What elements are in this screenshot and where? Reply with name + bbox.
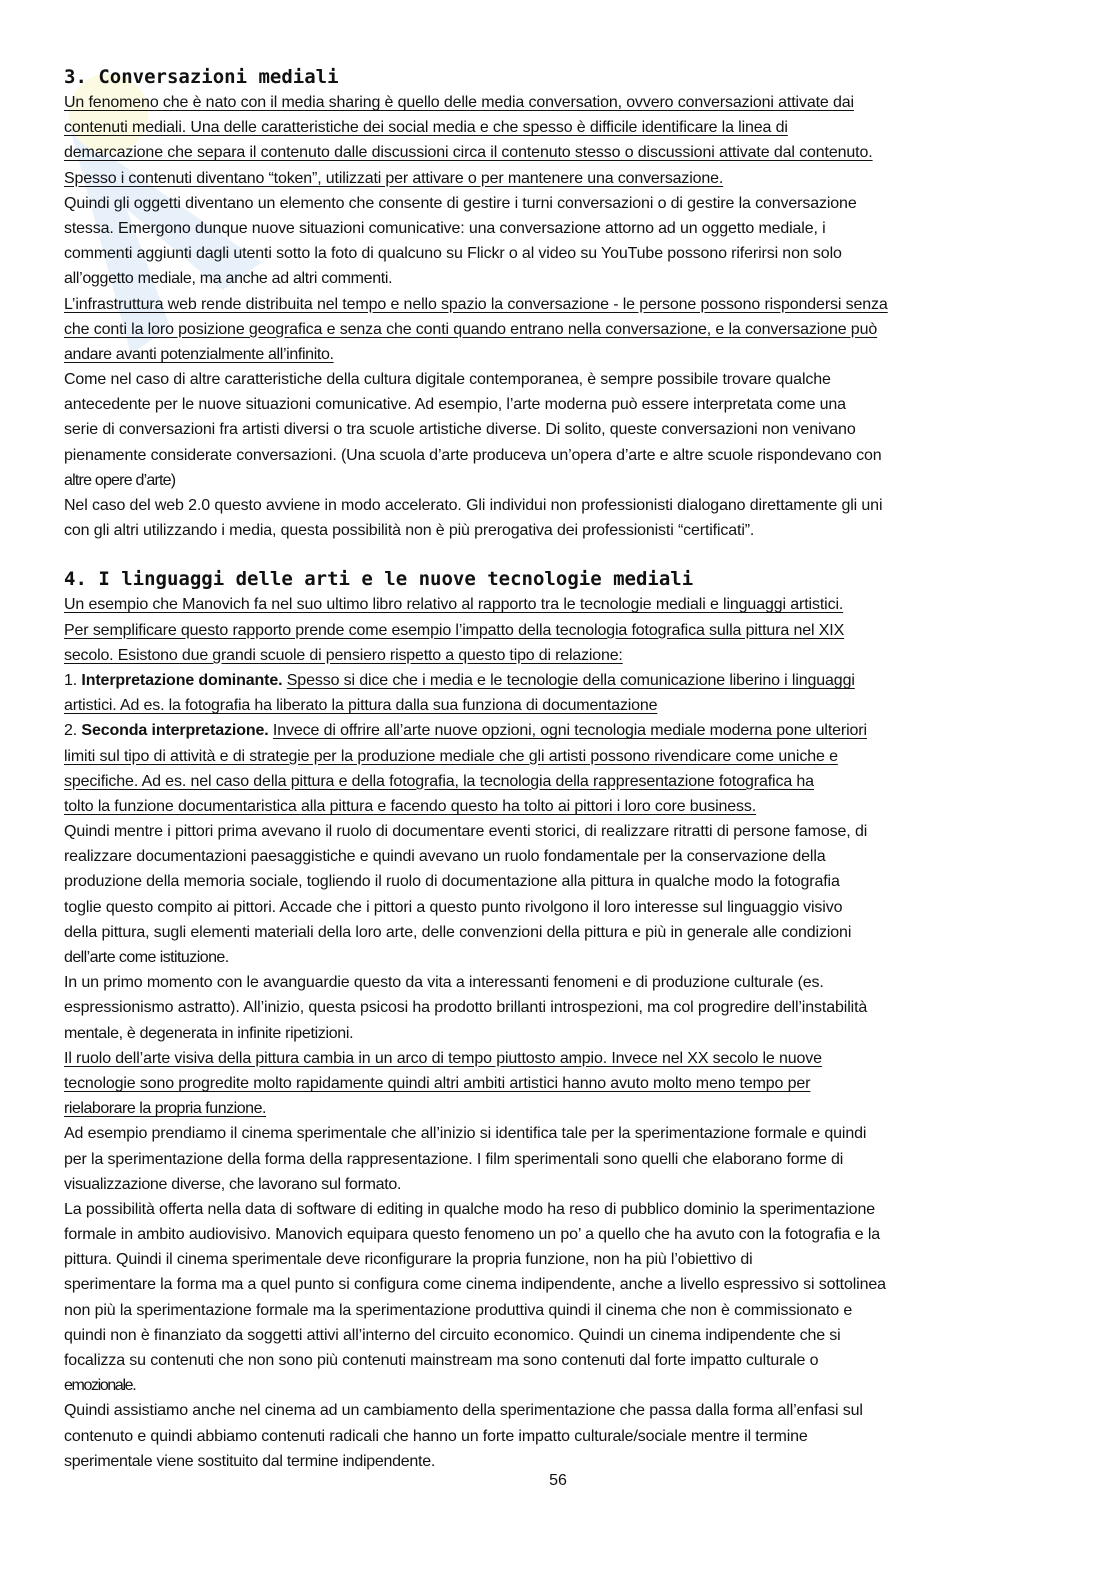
section-heading: 3. Conversazioni mediali <box>64 66 339 88</box>
text-line <box>64 844 1064 869</box>
text-line <box>64 367 1064 392</box>
text-line <box>64 266 1064 291</box>
text-line <box>64 191 1064 216</box>
text-span: Nel caso del web 2.0 questo avviene in modo accelerato. Gli individui non professionisti dialogano direttamente gli uni <box>64 497 883 514</box>
text-line <box>64 668 1064 693</box>
text-span: In un primo momento con le avanguardie questo da vita a interessanti fenomeni e di produzione culturale (es. <box>64 974 824 992</box>
text-line <box>64 115 1064 140</box>
text-line <box>64 518 1064 543</box>
text-span: sperimentale viene sostituito dal termine indipendente. <box>64 1452 436 1470</box>
underlined-text: tolto la funzione documentaristica alla pittura e facendo questo ha tolto ai pittori i loro core business. <box>64 797 757 815</box>
text-line <box>64 468 1064 493</box>
text-line <box>64 794 1064 819</box>
text-span: mentale, è degenerata in infinite ripetizioni. <box>64 1024 354 1042</box>
text-span: visualizzazione diverse, che lavorano sul formato. <box>64 1175 402 1193</box>
text-line <box>64 1021 1064 1046</box>
text-span: antecedente per le nuove situazioni comunicative. Ad esempio, l’arte moderna può essere interpretata come una <box>64 396 846 414</box>
text-line <box>64 1222 1064 1247</box>
text-line <box>64 1197 1064 1222</box>
text-line <box>64 1147 1064 1172</box>
text-span: con gli altri utilizzando i media, questa possibilità non è più prerogativa dei professionisti “certificati”. <box>64 522 755 540</box>
underlined-text: Per semplificare questo rapporto prende come esempio l’impatto della tecnologia fotografica sulla pittura nel XIX <box>64 621 845 639</box>
text-span: altre opere d’arte) <box>64 471 176 489</box>
text-span: commenti aggiunti dagli utenti sotto la foto di qualcuno su Flickr o al video su YouTube possono riferirsi non solo <box>64 245 842 263</box>
text-span: quindi non è finanziato da soggetti attivi all’interno del circuito economico. Quindi un cinema indipendente che si <box>64 1326 841 1344</box>
text-span: espressionismo astratto). All’inizio, questa psicosi ha prodotto brillanti introspezioni, ma col progredire dell’instabilità <box>64 999 868 1017</box>
underlined-text: demarcazione che separa il contenuto dalle discussioni circa il contenuto stesso o discussioni attivate dal contenuto. <box>64 144 873 162</box>
underlined-text: Un fenomeno che è nato con il media sharing è quello delle media conversation, ovvero conversazioni attivate dai <box>64 94 854 111</box>
text-line <box>64 1046 1064 1071</box>
text-line <box>64 693 1064 718</box>
text-line <box>64 920 1064 945</box>
text-span: formale in ambito audiovisivo. Manovich equipara questo fenomeno un po’ a quello che ha avuto con la fotografia e la <box>64 1226 881 1244</box>
underlined-text: tecnologie sono progredite molto rapidamente quindi altri ambiti artistici hanno avuto molto meno tempo per <box>64 1074 811 1092</box>
text-line <box>64 1071 1064 1096</box>
text-span: 1. <box>64 671 82 689</box>
underlined-text: Spesso i contenuti diventano “token”, utilizzati per attivare o per mantenere una conversazione. <box>64 169 724 187</box>
underlined-text: Invece di offrire all’arte nuove opzioni, ogni tecnologia mediale moderna pone ulteriori <box>272 722 867 740</box>
text-span: emozionale. <box>64 1377 136 1395</box>
text-line <box>64 90 1064 115</box>
underlined-text: specifiche. Ad es. nel caso della pittura e della fotografia, la tecnologia della rappresentazione fotografica ha <box>64 772 814 790</box>
text-span: dell’arte come istituzione. <box>64 949 229 966</box>
text-line <box>64 769 1064 794</box>
underlined-text: L’infrastruttura web rende distribuita nel tempo e nello spazio la conversazione - le persone possono rispondersi senza <box>64 295 888 313</box>
text-span: stessa. Emergono dunque nuove situazioni comunicative: una conversazione attorno ad un oggetto mediale, i <box>64 219 826 237</box>
underlined-text: secolo. Esistono due grandi scuole di pensiero rispetto a questo tipo di relazione: <box>64 646 623 664</box>
underlined-text: Spesso si dice che i media e le tecnologie della comunicazione liberino i linguaggi <box>286 671 855 689</box>
text-line <box>64 869 1064 894</box>
text-line <box>64 1323 1064 1348</box>
text-span: Come nel caso di altre caratteristiche della cultura digitale contemporanea, è sempre possibile trovare qualche <box>64 371 831 389</box>
text-line <box>64 592 1064 617</box>
text-span: Ad esempio prendiamo il cinema sperimentale che all’inizio si identifica tale per la sperimentazione formale e quindi <box>64 1125 867 1143</box>
text-line <box>64 342 1064 367</box>
text-line <box>64 995 1064 1020</box>
text-line <box>64 744 1064 769</box>
text-span: focalizza su contenuti che non sono più contenuti mainstream ma sono contenuti dal forte impatto culturale o <box>64 1352 819 1369</box>
text-line <box>64 895 1064 920</box>
text-line <box>64 1272 1064 1297</box>
text-span: pienamente considerate conversazioni. (Una scuola d’arte produceva un’opera d’arte e altre scuole rispondevano con <box>64 446 882 464</box>
text-line <box>64 1348 1064 1373</box>
underlined-text: che conti la loro posizione geografica e senza che conti quando entrano nella conversazione, e la conversazione può <box>64 320 878 338</box>
text-line <box>64 140 1064 165</box>
text-line <box>64 618 1064 643</box>
text-line <box>64 819 1064 844</box>
text-line <box>64 945 1064 970</box>
text-line <box>64 292 1064 317</box>
text-span: Quindi gli oggetti diventano un elemento che consente di gestire i turni conversazioni o di gestire la conversazione <box>64 194 857 212</box>
underlined-text: contenuti mediali. Una delle caratteristiche dei social media e che spesso è difficile identificare la linea di <box>64 119 788 137</box>
bold-text: Seconda interpretazione. <box>81 722 269 740</box>
text-line <box>64 970 1064 995</box>
text-line <box>64 241 1064 266</box>
underlined-text: limiti sul tipo di attività e di strategie per la produzione mediale che gli artisti possono rivendicare come uniche e <box>64 747 838 765</box>
text-line <box>64 643 1064 668</box>
text-line <box>64 392 1064 417</box>
text-line <box>64 317 1064 342</box>
underlined-text: Il ruolo dell’arte visiva della pittura cambia in un arco di tempo piuttosto ampio. Invece nel XX secolo le nuove <box>64 1049 822 1067</box>
text-span: contenuto e quindi abbiamo contenuti radicali che hanno un forte impatto culturale/sociale mentre il termine <box>64 1427 808 1445</box>
text-span: sperimentare la forma ma a quel punto si configura come cinema indipendente, anche a livello espressivo si sottolinea <box>64 1276 886 1294</box>
bold-text: Interpretazione dominante. <box>81 671 283 689</box>
text-line <box>64 1298 1064 1323</box>
text-span: pittura. Quindi il cinema sperimentale deve riconfigurare la propria funzione, non ha più l’obiettivo di <box>64 1251 753 1269</box>
text-span: produzione della memoria sociale, togliendo il ruolo di documentazione alla pittura in qualche modo la fotografia <box>64 873 840 891</box>
section-heading: 4. I linguaggi delle arti e le nuove tecnologie mediali <box>64 568 694 591</box>
text-span: all’oggetto mediale, ma anche ad altri commenti. <box>64 270 393 288</box>
text-line <box>64 1096 1064 1121</box>
text-span: per la sperimentazione della forma della rappresentazione. I film sperimentali sono quelli che elaborano forme di <box>64 1150 844 1168</box>
underlined-text: Un esempio che Manovich fa nel suo ultimo libro relativo al rapporto tra le tecnologie mediali e linguaggi artistici. <box>64 596 844 614</box>
text-line <box>64 1398 1064 1423</box>
underlined-text: artistici. Ad es. la fotografia ha liberato la pittura dalla sua funziona di documentazione <box>64 697 658 715</box>
text-span: serie di conversazioni fra artisti diversi o tra scuole artistiche diverse. Di solito, queste conversazioni non venivano <box>64 421 856 439</box>
underlined-text: rielaborare la propria funzione. <box>64 1100 267 1118</box>
document-body <box>64 64 1064 1474</box>
text-line <box>64 443 1064 468</box>
text-line <box>64 718 1064 743</box>
text-span: Quindi assistiamo anche nel cinema ad un cambiamento della sperimentazione che passa dalla forma all’enfasi sul <box>64 1402 863 1420</box>
text-span: 2. <box>64 722 82 740</box>
text-line <box>64 493 1064 518</box>
text-line <box>64 417 1064 442</box>
text-span: della pittura, sugli elementi materiali della loro arte, delle convenzioni della pittura e più in generale alle condizioni <box>64 923 852 941</box>
text-line <box>64 216 1064 241</box>
text-span: La possibilità offerta nella data di software di editing in qualche modo ha reso di pubblico dominio la sperimentazione <box>64 1200 875 1218</box>
text-line <box>64 1373 1064 1398</box>
text-span: non più la sperimentazione formale ma la sperimentazione produttiva quindi il cinema che non è commissionato e <box>64 1301 853 1319</box>
text-span: Quindi mentre i pittori prima avevano il ruolo di documentare eventi storici, di realizzare ritratti di persone famose, di <box>64 823 868 841</box>
text-span: toglie questo compito ai pittori. Accade che i pittori a questo punto rivolgono il loro interesse sul linguaggio visivo <box>64 898 843 916</box>
page-number: 56 <box>549 1472 567 1489</box>
text-line <box>64 1121 1064 1146</box>
text-line <box>64 1247 1064 1272</box>
text-line <box>64 1424 1064 1449</box>
text-line <box>64 1172 1064 1197</box>
text-line <box>64 1449 1064 1474</box>
underlined-text: andare avanti potenzialmente all’infinito. <box>64 345 334 363</box>
text-span: realizzare documentazioni paesaggistiche e quindi avevano un ruolo fondamentale per la conservazione della <box>64 848 826 866</box>
text-line <box>64 166 1064 191</box>
